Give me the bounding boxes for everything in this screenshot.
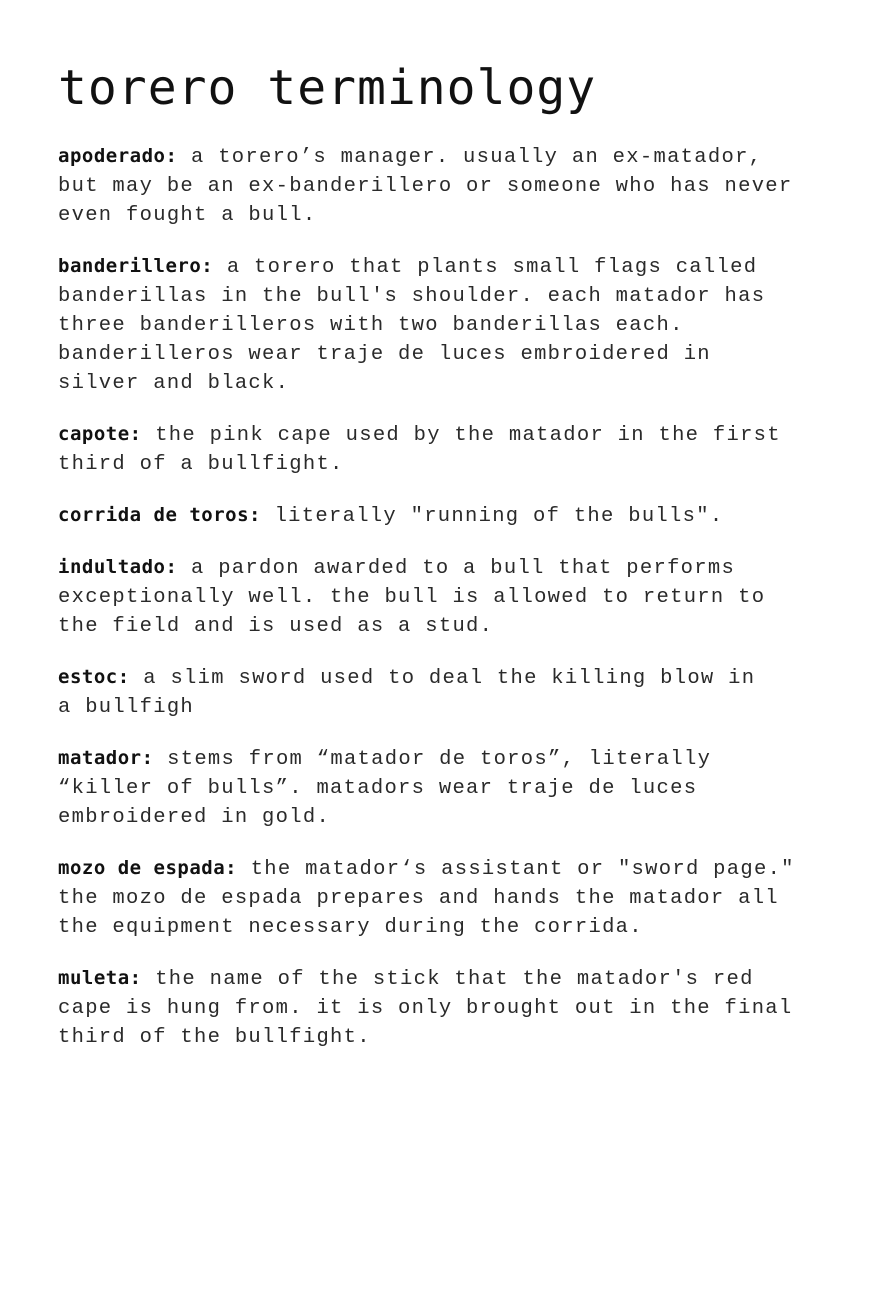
entry-term: indultado:	[58, 556, 178, 578]
entry-term: banderillero:	[58, 255, 214, 277]
entry-definition-line: exceptionally well. the bull is allowed to return to	[58, 586, 766, 609]
entry-definition-line: the mozo de espada prepares and hands the matador all	[58, 887, 779, 910]
entry-definition-line: a torero’s manager. usually an ex-matador,	[191, 146, 763, 169]
entry-term: corrida de toros:	[58, 504, 261, 526]
entry-definition-line: banderillas in the bull's shoulder. each matador has	[58, 285, 766, 308]
entry-definition-line: literally "running of the bulls".	[274, 505, 724, 528]
page-title: torero terminology	[58, 60, 597, 116]
entry-term: muleta:	[58, 967, 142, 989]
entry-term: matador:	[58, 747, 154, 769]
entry-definition-line: three banderilleros with two banderillas each.	[58, 314, 684, 337]
entry-term: capote:	[58, 423, 142, 445]
entry-definition-line: “killer of bulls”. matadors wear traje de luces	[58, 777, 698, 800]
entry-definition-line: banderilleros wear traje de luces embroidered in	[58, 343, 711, 366]
entry-definition-line: a torero that plants small flags called	[226, 256, 758, 279]
entry-definition-line: the name of the stick that the matador's red	[155, 968, 754, 991]
entry-definition-line: a bullfigh	[58, 696, 195, 719]
glossary-entry-estoc	[58, 663, 873, 722]
entry-definition-line: embroidered in gold.	[58, 806, 331, 829]
entry-definition-line: the field and is used as a stud.	[58, 615, 494, 638]
entry-definition-line: the matador‘s assistant or "sword page."	[250, 858, 795, 881]
document-page	[58, 60, 873, 1074]
glossary-entry-banderillero	[58, 252, 873, 398]
entry-definition-line: the equipment necessary during the corrida.	[58, 916, 643, 939]
entry-definition-line: a slim sword used to deal the killing blow in	[143, 667, 756, 690]
entry-definition-line: silver and black.	[58, 372, 290, 395]
entry-definition-line: third of the bullfight.	[58, 1026, 371, 1049]
entry-definition-line: cape is hung from. it is only brought out in the final	[58, 997, 793, 1020]
glossary-entry-corrida-de-toros	[58, 501, 873, 531]
entry-term: estoc:	[58, 666, 130, 688]
glossary-entry-apoderado	[58, 142, 873, 230]
glossary-entry-muleta	[58, 964, 873, 1052]
entry-term: apoderado:	[58, 145, 178, 167]
entry-term: mozo de espada:	[58, 857, 238, 879]
entry-definition-line: a pardon awarded to a bull that performs	[191, 557, 736, 580]
glossary-entry-capote	[58, 420, 873, 479]
glossary-entry-mozo-de-espada	[58, 854, 873, 942]
entry-definition-line: the pink cape used by the matador in the first	[155, 424, 781, 447]
entry-definition-line: even fought a bull.	[58, 204, 317, 227]
entry-definition-line: stems from “matador de toros”, literally	[167, 748, 712, 771]
entry-definition-line: but may be an ex-banderillero or someone who has never	[58, 175, 793, 198]
glossary-entry-matador	[58, 744, 873, 832]
glossary-entry-indultado	[58, 553, 873, 641]
entry-definition-line: third of a bullfight.	[58, 453, 344, 476]
